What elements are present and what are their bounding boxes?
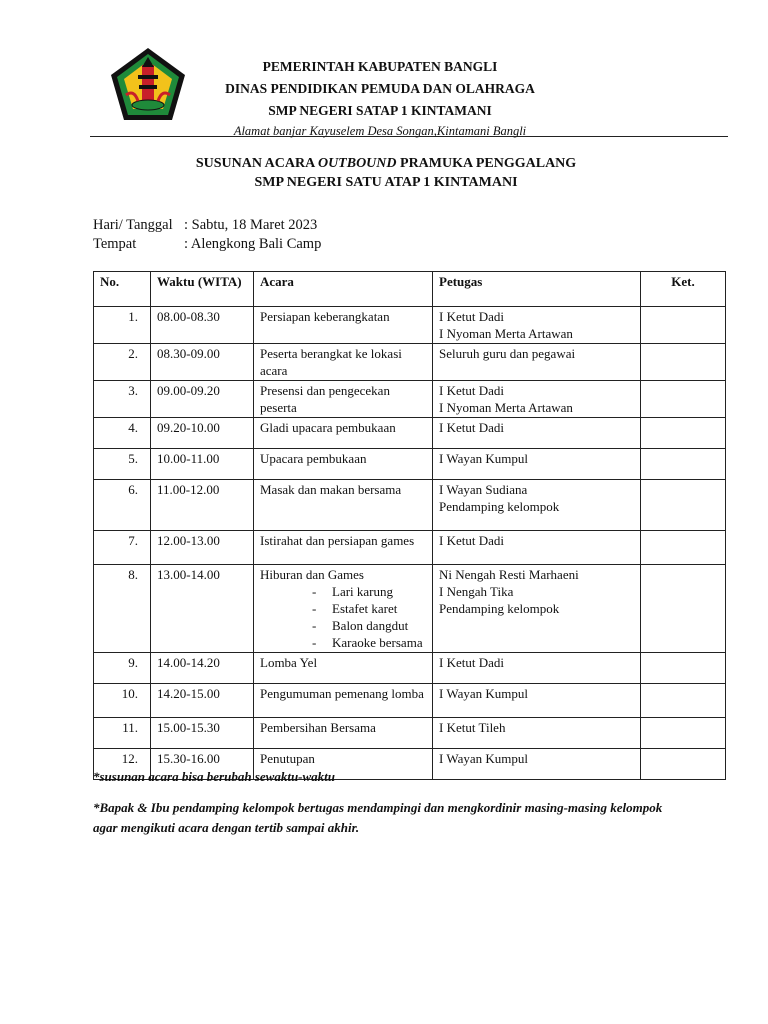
cell-no: 9. [94, 653, 151, 684]
acara-text: Presensi dan pengecekan peserta [260, 383, 390, 415]
cell-acara [254, 684, 433, 718]
petugas-name: Ni Nengah Resti Marhaeni [439, 567, 579, 582]
cell-petugas [433, 684, 641, 718]
petugas-name: I Nyoman Merta Artawan [439, 326, 573, 341]
document-title [90, 154, 682, 192]
cell-acara [254, 565, 433, 653]
cell-ket [641, 418, 726, 449]
cell-petugas [433, 381, 641, 418]
cell-acara [254, 307, 433, 344]
letterhead-line1: PEMERINTAH KABUPATEN BANGLI [262, 59, 498, 74]
cell-ket [641, 307, 726, 344]
cell-acara [254, 449, 433, 480]
cell-waktu: 08.30-09.00 [151, 344, 254, 381]
title-line2: SMP NEGERI SATU ATAP 1 KINTAMANI [254, 175, 518, 190]
acara-text: Pengumuman pemenang lomba [260, 686, 424, 701]
table-header-row [94, 272, 726, 307]
petugas-name: I Ketut Tileh [439, 720, 506, 735]
letterhead-line3: SMP NEGERI SATAP 1 KINTAMANI [268, 103, 492, 118]
table-row [94, 718, 726, 749]
table-row [94, 653, 726, 684]
cell-no: 3. [94, 381, 151, 418]
dash-bullet: - [312, 584, 317, 599]
cell-no: 6. [94, 480, 151, 531]
cell-no: 4. [94, 418, 151, 449]
cell-acara [254, 653, 433, 684]
dash-bullet: - [312, 635, 317, 650]
table-row [94, 531, 726, 565]
cell-ket [641, 381, 726, 418]
title-part1: SUSUNAN ACARA [195, 156, 318, 171]
cell-ket [641, 480, 726, 531]
cell-acara [254, 418, 433, 449]
header-no: No. [94, 272, 151, 307]
cell-waktu: 09.00-09.20 [151, 381, 254, 418]
event-info [93, 216, 321, 254]
cell-acara [254, 381, 433, 418]
place-value: : Alengkong Bali Camp [184, 236, 322, 252]
cell-ket [641, 749, 726, 780]
cell-petugas [433, 418, 641, 449]
cell-no: 10. [94, 684, 151, 718]
acara-subitem-text: Balon dangdut [332, 618, 409, 633]
cell-waktu: 09.20-10.00 [151, 418, 254, 449]
cell-ket [641, 531, 726, 565]
cell-no: 2. [94, 344, 151, 381]
table-row [94, 480, 726, 531]
letterhead-address: Alamat banjar Kayuselem Desa Songan,Kintamani Bangli [233, 124, 527, 138]
cell-ket [641, 718, 726, 749]
cell-waktu: 12.00-13.00 [151, 531, 254, 565]
title-part2: PRAMUKA PENGGALANG [396, 156, 577, 171]
table-row [94, 381, 726, 418]
bangli-regency-logo [108, 45, 188, 125]
petugas-name: Pendamping kelompok [439, 499, 560, 514]
petugas-name: Pendamping kelompok [439, 601, 560, 616]
acara-text: Gladi upacara pembukaan [260, 420, 396, 435]
table-row [94, 449, 726, 480]
cell-no: 5. [94, 449, 151, 480]
day-value: : Sabtu, 18 Maret 2023 [184, 217, 318, 233]
place-label: Tempat [93, 236, 137, 252]
header-acara: Acara [254, 272, 433, 307]
header-waktu: Waktu (WITA) [151, 272, 254, 307]
cell-no: 7. [94, 531, 151, 565]
cell-petugas [433, 344, 641, 381]
cell-waktu: 14.00-14.20 [151, 653, 254, 684]
letterhead-divider [90, 136, 728, 137]
acara-subitem [260, 634, 426, 651]
acara-subitem-text: Lari karung [332, 584, 394, 599]
table-row [94, 344, 726, 381]
cell-acara [254, 344, 433, 381]
cell-waktu: 10.00-11.00 [151, 449, 254, 480]
cell-waktu: 15.30-16.00 [151, 749, 254, 780]
acara-subitem-text: Karaoke bersama [332, 635, 423, 650]
cell-ket [641, 653, 726, 684]
cell-ket [641, 449, 726, 480]
petugas-name: I Wayan Kumpul [439, 751, 528, 766]
dash-bullet: - [312, 618, 317, 633]
petugas-name: I Wayan Kumpul [439, 451, 528, 466]
header-petugas: Petugas [433, 272, 641, 307]
cell-waktu: 08.00-08.30 [151, 307, 254, 344]
cell-acara [254, 531, 433, 565]
cell-no: 8. [94, 565, 151, 653]
petugas-name: I Ketut Dadi [439, 655, 504, 670]
petugas-name: I Ketut Dadi [439, 533, 504, 548]
table-row [94, 307, 726, 344]
cell-petugas [433, 449, 641, 480]
acara-subitem-text: Estafet karet [332, 601, 398, 616]
cell-petugas [433, 480, 641, 531]
cell-waktu: 13.00-14.00 [151, 565, 254, 653]
note-companion-duty: *Bapak & Ibu pendamping kelompok bertugas mendampingi dan mengkordinir masing-masing kelompok agar mengikuti acara dengan tertib sampai akhir. [93, 800, 663, 835]
table-row [94, 565, 726, 653]
petugas-name: I Nengah Tika [439, 584, 514, 599]
cell-waktu: 15.00-15.30 [151, 718, 254, 749]
cell-petugas [433, 531, 641, 565]
cell-waktu: 11.00-12.00 [151, 480, 254, 531]
petugas-name: I Ketut Dadi [439, 309, 504, 324]
acara-text: Penutupan [260, 751, 315, 766]
cell-ket [641, 565, 726, 653]
letterhead-line2: DINAS PENDIDIKAN PEMUDA DAN OLAHRAGA [225, 81, 535, 96]
cell-no: 11. [94, 718, 151, 749]
cell-petugas [433, 718, 641, 749]
acara-text: Hiburan dan Games [260, 567, 364, 582]
acara-text: Istirahat dan persiapan games [260, 533, 415, 548]
acara-subitem [260, 583, 426, 600]
petugas-name: I Nyoman Merta Artawan [439, 400, 573, 415]
cell-petugas [433, 749, 641, 780]
table-row [94, 684, 726, 718]
cell-no: 12. [94, 749, 151, 780]
cell-ket [641, 684, 726, 718]
petugas-name: I Wayan Sudiana [439, 482, 528, 497]
acara-text: Masak dan makan bersama [260, 482, 402, 497]
acara-text: Upacara pembukaan [260, 451, 367, 466]
petugas-name: Seluruh guru dan pegawai [439, 346, 576, 361]
acara-subitem [260, 617, 426, 634]
cell-petugas [433, 653, 641, 684]
petugas-name: I Ketut Dadi [439, 420, 504, 435]
acara-text: Lomba Yel [260, 655, 318, 670]
table-row [94, 418, 726, 449]
cell-petugas [433, 565, 641, 653]
note-schedule-change: *susunan acara bisa berubah sewaktu-waktu [93, 769, 336, 784]
cell-petugas [433, 307, 641, 344]
petugas-name: I Wayan Kumpul [439, 686, 528, 701]
cell-waktu: 14.20-15.00 [151, 684, 254, 718]
letterhead [190, 56, 570, 142]
cell-acara [254, 480, 433, 531]
acara-subitem [260, 600, 426, 617]
acara-text: Pembersihan Bersama [260, 720, 376, 735]
petugas-name: I Ketut Dadi [439, 383, 504, 398]
title-italic: OUTBOUND [317, 156, 397, 171]
acara-text: Persiapan keberangkatan [260, 309, 390, 324]
day-label: Hari/ Tanggal [93, 217, 173, 233]
dash-bullet: - [312, 601, 317, 616]
cell-ket [641, 344, 726, 381]
schedule-table [93, 271, 726, 780]
cell-acara [254, 718, 433, 749]
header-ket: Ket. [641, 272, 726, 307]
acara-text: Peserta berangkat ke lokasi acara [260, 346, 402, 378]
cell-no: 1. [94, 307, 151, 344]
